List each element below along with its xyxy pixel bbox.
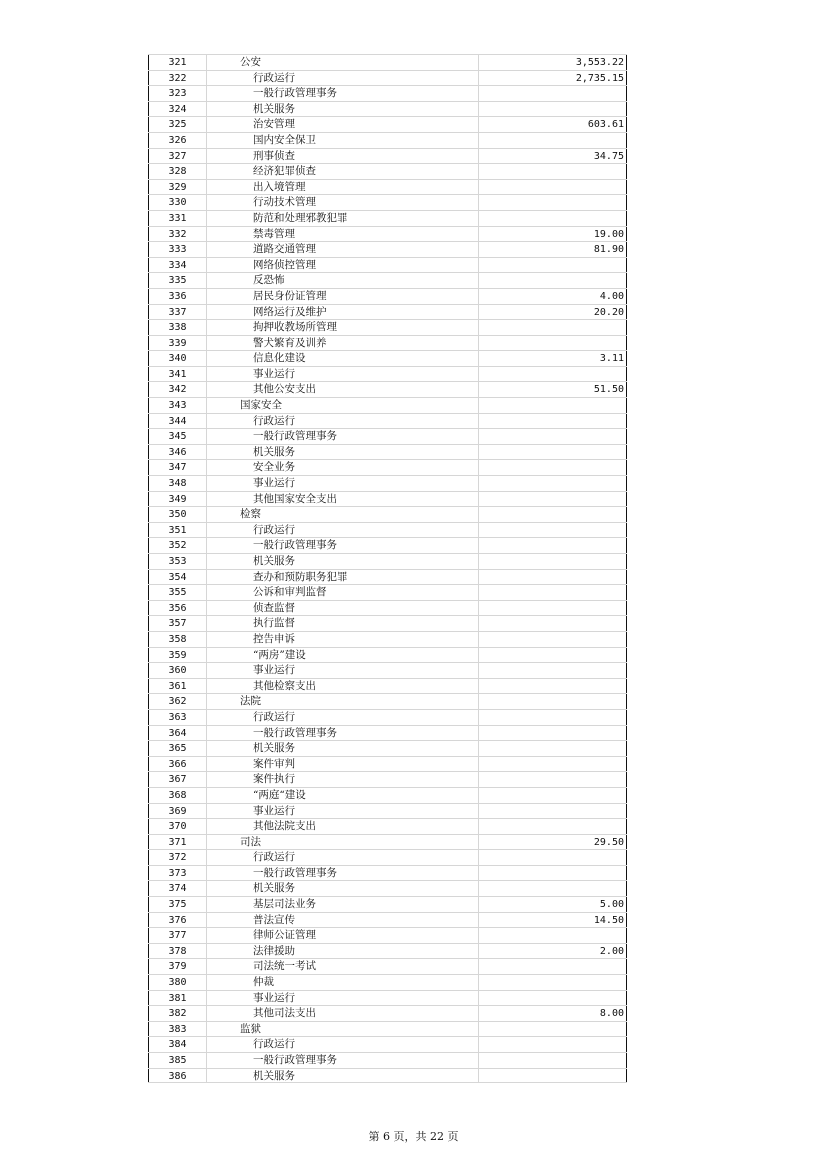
item-name: 网络侦控管理 [207,258,479,273]
amount-cell [479,648,627,663]
table-row [148,615,627,631]
row-number: 330 [148,195,207,210]
row-number: 370 [148,819,207,834]
item-name: 事业运行 [207,804,479,819]
amount-cell [479,492,627,507]
row-number: 344 [148,414,207,429]
row-number: 345 [148,429,207,444]
table-row [148,958,627,974]
item-name: 行政运行 [207,710,479,725]
item-name: 一般行政管理事务 [207,538,479,553]
amount-cell: 29.50 [479,835,627,850]
row-number: 386 [148,1069,207,1083]
row-number: 383 [148,1022,207,1037]
row-number: 376 [148,913,207,928]
item-name: 其他检察支出 [207,679,479,694]
amount-cell: 603.61 [479,117,627,132]
item-name: 机关服务 [207,1069,479,1083]
table-row [148,1021,627,1037]
table-row [148,943,627,959]
row-number: 347 [148,460,207,475]
table-row [148,693,627,709]
row-number: 352 [148,538,207,553]
table-row [148,756,627,772]
amount-cell: 2,735.15 [479,71,627,86]
table-row [148,288,627,304]
amount-cell [479,414,627,429]
amount-cell [479,180,627,195]
category-name: 法院 [207,694,479,709]
item-name: 基层司法业务 [207,897,479,912]
item-name: 拘押收教场所管理 [207,320,479,335]
table-row [148,787,627,803]
amount-cell [479,741,627,756]
row-number: 337 [148,305,207,320]
table-row [148,537,627,553]
amount-cell [479,881,627,896]
table-row [148,771,627,787]
item-name: 事业运行 [207,991,479,1006]
row-number: 348 [148,476,207,491]
amount-cell [479,195,627,210]
table-row [148,179,627,195]
amount-cell [479,460,627,475]
amount-cell [479,616,627,631]
amount-cell [479,538,627,553]
row-number: 349 [148,492,207,507]
item-name: 警犬繁育及训养 [207,336,479,351]
item-name: 一般行政管理事务 [207,726,479,741]
item-name: 事业运行 [207,367,479,382]
amount-cell: 20.20 [479,305,627,320]
row-number: 334 [148,258,207,273]
item-name: 反恐怖 [207,273,479,288]
amount-cell: 34.75 [479,149,627,164]
row-number: 351 [148,523,207,538]
row-number: 379 [148,959,207,974]
row-number: 327 [148,149,207,164]
row-number: 363 [148,710,207,725]
amount-cell [479,273,627,288]
table-row [148,584,627,600]
table-row [148,709,627,725]
row-number: 374 [148,881,207,896]
row-number: 380 [148,975,207,990]
row-number: 338 [148,320,207,335]
amount-cell [479,601,627,616]
amount-cell: 51.50 [479,382,627,397]
item-name: 仲裁 [207,975,479,990]
item-name: 一般行政管理事务 [207,1053,479,1068]
item-name: 侦查监督 [207,601,479,616]
table-row [148,974,627,990]
row-number: 369 [148,804,207,819]
row-number: 375 [148,897,207,912]
item-name: 机关服务 [207,102,479,117]
amount-cell [479,585,627,600]
budget-table [148,54,627,1083]
amount-cell: 4.00 [479,289,627,304]
table-row [148,444,627,460]
row-number: 371 [148,835,207,850]
item-name: 机关服务 [207,445,479,460]
item-name: 控告申诉 [207,632,479,647]
row-number: 372 [148,850,207,865]
table-row [148,725,627,741]
row-number: 322 [148,71,207,86]
amount-cell [479,164,627,179]
table-row [148,116,627,132]
table-row [148,1068,627,1084]
item-name: 行政运行 [207,523,479,538]
table-row [148,491,627,507]
amount-cell [479,133,627,148]
row-number: 355 [148,585,207,600]
row-number: 353 [148,554,207,569]
amount-cell [479,429,627,444]
table-row [148,631,627,647]
table-row [148,803,627,819]
amount-cell: 3,553.22 [479,55,627,70]
item-name: 执行监督 [207,616,479,631]
row-number: 346 [148,445,207,460]
row-number: 335 [148,273,207,288]
amount-cell [479,850,627,865]
table-row [148,865,627,881]
table-row [148,210,627,226]
amount-cell: 19.00 [479,227,627,242]
row-number: 360 [148,663,207,678]
amount-cell [479,975,627,990]
table-row [148,475,627,491]
amount-cell: 3.11 [479,351,627,366]
amount-cell [479,476,627,491]
table-row [148,304,627,320]
amount-cell [479,102,627,117]
amount-cell: 81.90 [479,242,627,257]
item-name: 网络运行及维护 [207,305,479,320]
category-name: 检察 [207,507,479,522]
table-row [148,257,627,273]
item-name: 行政运行 [207,414,479,429]
row-number: 325 [148,117,207,132]
table-row [148,1052,627,1068]
amount-cell [479,1037,627,1052]
item-name: 律师公证管理 [207,928,479,943]
amount-cell [479,367,627,382]
row-number: 321 [148,55,207,70]
table-row [148,522,627,538]
item-name: 其他司法支出 [207,1006,479,1021]
amount-cell [479,694,627,709]
table-row [148,241,627,257]
amount-cell [479,320,627,335]
row-number: 384 [148,1037,207,1052]
amount-cell: 5.00 [479,897,627,912]
row-number: 357 [148,616,207,631]
table-row [148,70,627,86]
item-name: 防范和处理邪教犯罪 [207,211,479,226]
amount-cell [479,663,627,678]
table-row [148,132,627,148]
table-row [148,849,627,865]
table-row [148,54,627,70]
amount-cell [479,336,627,351]
amount-cell [479,1069,627,1083]
table-row [148,506,627,522]
amount-cell [479,211,627,226]
amount-cell [479,679,627,694]
table-row [148,990,627,1006]
amount-cell: 14.50 [479,913,627,928]
item-name: 法律援助 [207,944,479,959]
item-name: 道路交通管理 [207,242,479,257]
row-number: 324 [148,102,207,117]
row-number: 340 [148,351,207,366]
row-number: 336 [148,289,207,304]
item-name: 查办和预防职务犯罪 [207,570,479,585]
table-row [148,600,627,616]
amount-cell [479,866,627,881]
item-name: 行政运行 [207,850,479,865]
row-number: 368 [148,788,207,803]
category-name: 公安 [207,55,479,70]
table-row [148,272,627,288]
amount-cell [479,86,627,101]
amount-cell [479,928,627,943]
item-name: 行政运行 [207,71,479,86]
amount-cell [479,258,627,273]
amount-cell [479,398,627,413]
amount-cell: 2.00 [479,944,627,959]
amount-cell [479,959,627,974]
table-row [148,912,627,928]
item-name: 禁毒管理 [207,227,479,242]
amount-cell [479,710,627,725]
table-row [148,428,627,444]
amount-cell [479,819,627,834]
table-row [148,226,627,242]
table-row [148,101,627,117]
amount-cell [479,445,627,460]
item-name: 案件审判 [207,757,479,772]
table-row [148,647,627,663]
amount-cell [479,804,627,819]
row-number: 354 [148,570,207,585]
table-row [148,927,627,943]
item-name: 机关服务 [207,881,479,896]
amount-cell [479,991,627,1006]
table-row [148,381,627,397]
row-number: 341 [148,367,207,382]
row-number: 326 [148,133,207,148]
row-number: 331 [148,211,207,226]
row-number: 365 [148,741,207,756]
item-name: 居民身份证管理 [207,289,479,304]
item-name: 其他公安支出 [207,382,479,397]
table-row [148,85,627,101]
amount-cell [479,1022,627,1037]
item-name: “两房”建设 [207,648,479,663]
row-number: 361 [148,679,207,694]
category-name: 国家安全 [207,398,479,413]
table-row [148,880,627,896]
row-number: 328 [148,164,207,179]
amount-cell [479,554,627,569]
row-number: 356 [148,601,207,616]
row-number: 378 [148,944,207,959]
table-row [148,350,627,366]
category-name: 司法 [207,835,479,850]
table-row [148,319,627,335]
item-name: 行动技术管理 [207,195,479,210]
table-row [148,335,627,351]
table-row [148,662,627,678]
table-row [148,1005,627,1021]
row-number: 350 [148,507,207,522]
amount-cell [479,632,627,647]
row-number: 329 [148,180,207,195]
amount-cell [479,570,627,585]
item-name: 普法宣传 [207,913,479,928]
amount-cell [479,788,627,803]
row-number: 362 [148,694,207,709]
item-name: 机关服务 [207,554,479,569]
table-row [148,397,627,413]
item-name: “两庭“建设 [207,788,479,803]
table-row [148,366,627,382]
item-name: 其他国家安全支出 [207,492,479,507]
row-number: 332 [148,227,207,242]
table-row [148,1036,627,1052]
page-footer: 第 6 页，共 22 页 [368,1130,459,1143]
row-number: 366 [148,757,207,772]
table-row [148,148,627,164]
row-number: 359 [148,648,207,663]
item-name: 公诉和审判监督 [207,585,479,600]
row-number: 342 [148,382,207,397]
row-number: 343 [148,398,207,413]
row-number: 323 [148,86,207,101]
category-name: 监狱 [207,1022,479,1037]
item-name: 经济犯罪侦查 [207,164,479,179]
table-row [148,413,627,429]
item-name: 行政运行 [207,1037,479,1052]
table-row [148,896,627,912]
row-number: 382 [148,1006,207,1021]
item-name: 司法统一考试 [207,959,479,974]
row-number: 377 [148,928,207,943]
table-row [148,459,627,475]
table-row [148,834,627,850]
table-row [148,194,627,210]
amount-cell [479,507,627,522]
item-name: 机关服务 [207,741,479,756]
item-name: 其他法院支出 [207,819,479,834]
item-name: 案件执行 [207,772,479,787]
amount-cell: 8.00 [479,1006,627,1021]
table-row [148,678,627,694]
amount-cell [479,772,627,787]
amount-cell [479,523,627,538]
item-name: 信息化建设 [207,351,479,366]
item-name: 治安管理 [207,117,479,132]
row-number: 358 [148,632,207,647]
item-name: 国内安全保卫 [207,133,479,148]
row-number: 333 [148,242,207,257]
row-number: 364 [148,726,207,741]
amount-cell [479,757,627,772]
row-number: 381 [148,991,207,1006]
item-name: 一般行政管理事务 [207,866,479,881]
item-name: 刑事侦查 [207,149,479,164]
table-row [148,569,627,585]
amount-cell [479,1053,627,1068]
table-row [148,740,627,756]
table-row [148,818,627,834]
row-number: 373 [148,866,207,881]
item-name: 出入境管理 [207,180,479,195]
table-row [148,553,627,569]
row-number: 385 [148,1053,207,1068]
item-name: 安全业务 [207,460,479,475]
item-name: 事业运行 [207,663,479,678]
row-number: 367 [148,772,207,787]
item-name: 事业运行 [207,476,479,491]
row-number: 339 [148,336,207,351]
item-name: 一般行政管理事务 [207,429,479,444]
amount-cell [479,726,627,741]
item-name: 一般行政管理事务 [207,86,479,101]
table-row [148,163,627,179]
